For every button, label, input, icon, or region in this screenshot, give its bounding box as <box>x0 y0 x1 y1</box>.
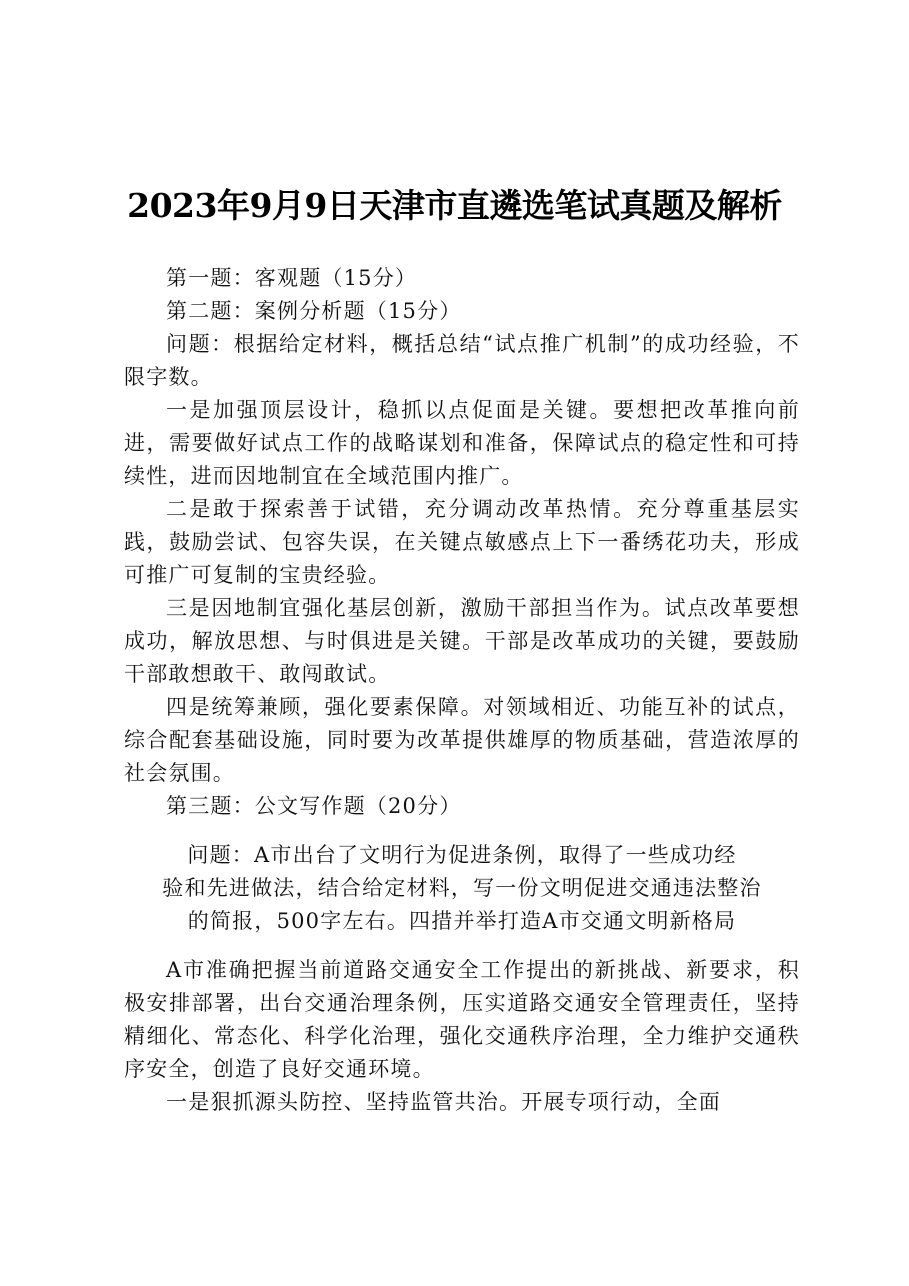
document-body <box>124 262 800 1119</box>
answer-paragraph: A市准确把握当前道路交通安全工作提出的新挑战、新要求，积极安排部署，出台交通治理条例，压实道路交通安全管理责任，坚持精细化、常态化、科学化治理，强化交通秩序治理，全力维护交通秩序安全，创造了良好交通环境。 <box>124 958 800 1081</box>
question-3-line: 验和先进做法，结合给定材料，写一份文明促进交通违法整治 <box>162 876 762 900</box>
question-3-prompt <box>137 839 787 938</box>
section-heading-1: 第一题：客观题（15分） <box>166 266 418 290</box>
question-3-line: 的简报，500字左右。四措并举打造A市交通文明新格局 <box>187 909 737 933</box>
answer-paragraph: 一是加强顶层设计，稳抓以点促面是关键。要想把改革推向前进，需要做好试点工作的战略谋划和准备，保障试点的稳定性和可持续性，进而因地制宜在全域范围内推广。 <box>124 398 800 488</box>
question-3-answer <box>124 954 800 1119</box>
question-3-line: 问题：A市出台了文明行为促进条例，取得了一些成功经 <box>187 843 737 867</box>
question-2-prompt: 问题：根据给定材料，概括总结“试点推广机制”的成功经验，不限字数。 <box>124 332 800 389</box>
section-heading-3: 第三题：公文写作题（20分） <box>166 794 462 818</box>
answer-paragraph: 四是统筹兼顾，强化要素保障。对领域相近、功能互补的试点，综合配套基础设施，同时要为改革提供雄厚的物质基础，营造浓厚的社会氛围。 <box>124 695 800 785</box>
section-heading-2: 第二题：案例分析题（15分） <box>166 299 462 323</box>
answer-paragraph: 三是因地制宜强化基层创新，激励干部担当作为。试点改革要想成功，解放思想、与时俱进是关键。干部是改革成功的关键，要鼓励干部敢想敢干、敢闯敢试。 <box>124 596 800 686</box>
answer-paragraph: 二是敢于探索善于试错，充分调动改革热情。充分尊重基层实践，鼓励尝试、包容失误，在关键点敏感点上下一番绣花功夫，形成可推广可复制的宝贵经验。 <box>124 497 800 587</box>
answer-paragraph: 一是狠抓源头防控、坚持监管共治。开展专项行动，全面 <box>166 1090 721 1114</box>
document-title: 2023年9月9日天津市直遴选笔试真题及解析 <box>127 186 782 225</box>
